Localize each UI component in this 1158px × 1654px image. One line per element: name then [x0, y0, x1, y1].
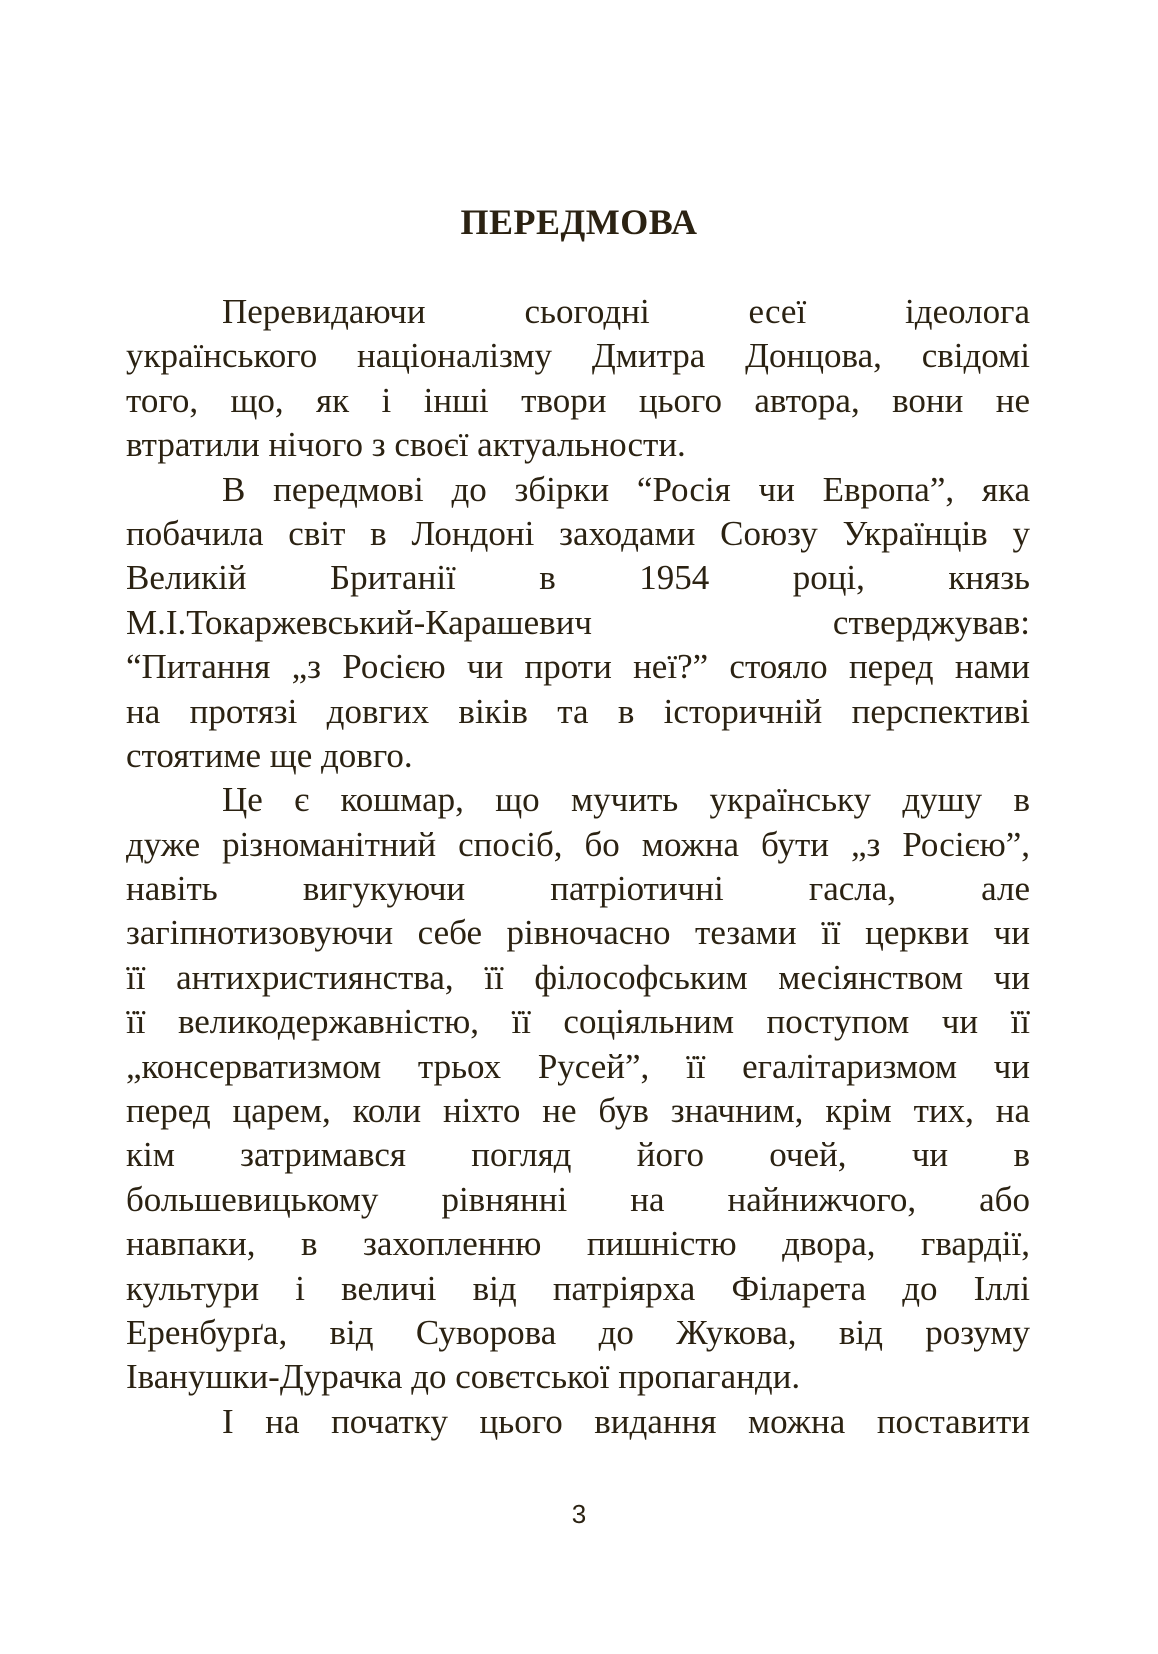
text-line: того, що, як і інші твори цього автора, вони не: [126, 380, 1030, 420]
text-line: навіть вигукуючи патріотичні гасла, але: [126, 869, 1030, 909]
text-line: на протязі довгих віків та в історичній перспективі: [126, 691, 1030, 731]
text-line: її великодержавністю, її соціяльним поступом чи її: [126, 1002, 1030, 1042]
text-line: стоятиме ще довго.: [126, 735, 413, 775]
text-line: українського націоналізму Дмитра Донцова, свідомі: [126, 336, 1030, 376]
text-line: большевицькому рівнянні на найнижчого, або: [126, 1179, 1030, 1219]
text-line: кім затримався погляд його очей, чи в: [126, 1135, 1030, 1175]
text-line: Перевидаючи сьогодні есеї ідеолога: [222, 292, 1030, 331]
text-line: її антихристиянства, її філософським месіянством чи: [126, 957, 1030, 997]
text-line: втратили нічого з своєї актуальности.: [126, 425, 686, 465]
text-line: І на початку цього видання можна поставити: [222, 1401, 1030, 1441]
text-line: „консерватизмом трьох Русей”, її егалітаризмом чи: [126, 1046, 1030, 1086]
page-number: 3: [571, 1499, 587, 1529]
body-text: [126, 290, 1030, 1444]
text-line: М.І.Токаржевський-Карашевич стверджував:: [126, 602, 1030, 642]
text-line: загіпнотизовуючи себе рівночасно тезами її церкви чи: [126, 913, 1030, 953]
text-line: дуже різноманітний спосіб, бо можна бути „з Росією”,: [126, 824, 1030, 864]
text-line: Це є кошмар, що мучить українську душу в: [222, 780, 1030, 820]
text-line: побачила світ в Лондоні заходами Союзу Українців у: [126, 513, 1030, 553]
text-line: перед царем, коли ніхто не був значним, крім тих, на: [126, 1091, 1030, 1131]
text-line: Великій Британії в 1954 році, князь: [126, 558, 1030, 598]
text-line: Еренбурґа, від Суворова до Жукова, від розуму: [126, 1312, 1030, 1352]
page-title: ПЕРЕДМОВА: [460, 202, 698, 242]
text-line: “Питання „з Росією чи проти неї?” стояло перед нами: [126, 647, 1030, 687]
text-line: культури і величі від патріярха Філарета до Іллі: [126, 1268, 1030, 1308]
text-line: навпаки, в захопленню пишністю двора, гвардії,: [126, 1224, 1030, 1264]
text-line: Іванушки-Дурачка до совєтської пропаганди.: [126, 1357, 801, 1397]
text-line: В передмові до збірки “Росія чи Европа”, яка: [222, 469, 1030, 509]
